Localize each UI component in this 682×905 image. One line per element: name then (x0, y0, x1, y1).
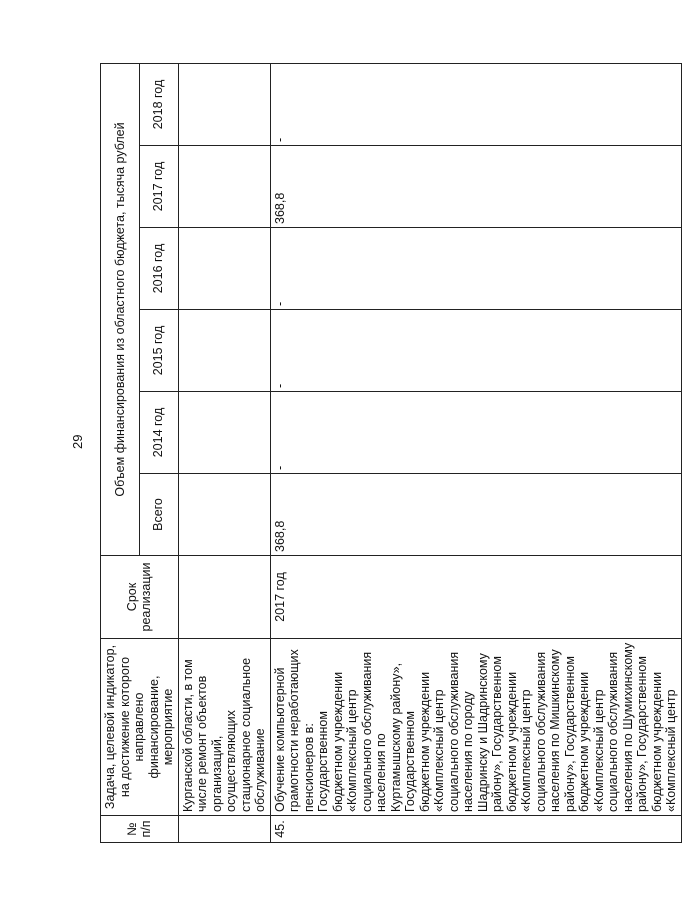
row-value-total (178, 474, 270, 556)
header-task: Задача, целевой индикатор, на достижение которого направлено финансирование, мероприятие (101, 639, 179, 816)
table-row (270, 64, 681, 843)
header-num: № п/п (101, 816, 179, 843)
rotated-table-wrapper (100, 63, 678, 843)
row-value-2017: 368,8 (270, 146, 681, 228)
row-value-2015: - (270, 310, 681, 392)
header-row-1 (101, 64, 140, 843)
header-year-2015: 2015 год (139, 310, 178, 392)
financing-table (100, 63, 682, 843)
row-value-2015 (178, 310, 270, 392)
header-term: Срок реализации (101, 556, 179, 639)
table-row (178, 64, 270, 843)
row-value-2018: - (270, 64, 681, 146)
header-year-2014: 2014 год (139, 392, 178, 474)
row-value-2014: - (270, 392, 681, 474)
row-num: 45. (270, 816, 681, 843)
row-value-total: 368,8 (270, 474, 681, 556)
row-value-2018 (178, 64, 270, 146)
row-term: 2017 год (270, 556, 681, 639)
header-funding-group: Объем финансирования из областного бюджета, тысяча рублей (101, 64, 140, 556)
header-year-2016: 2016 год (139, 228, 178, 310)
row-value-2016: - (270, 228, 681, 310)
row-task: Курганской области, в том числе ремонт объектов организаций, осуществляющих стационарное социальное обслуживание (178, 639, 270, 816)
row-value-2017 (178, 146, 270, 228)
header-year-total: Всего (139, 474, 178, 556)
header-year-2018: 2018 год (139, 64, 178, 146)
row-term (178, 556, 270, 639)
page-number: 29 (70, 434, 85, 449)
row-value-2016 (178, 228, 270, 310)
row-num (178, 816, 270, 843)
row-task: Обучение компьютерной грамотности неработающих пенсионеров в: Государственном бюджетном учреждении «Комплексный центр социального обслуживания населения по Куртамышскому району», Государственном бюджетном учреждении «Комплексный центр социального обслуживания населения по городу Шадринску и Шадринскому району», Государственном бюджетном учреждении «Комплексный центр социального обслуживания населения по Мишкинскому району», Государственном бюджетном учреждении «Комплексный центр социального обслуживания населения по Шумихинскому району», Государственном бюджетном учреждении «Комплексный центр (270, 639, 681, 816)
row-value-2014 (178, 392, 270, 474)
header-year-2017: 2017 год (139, 146, 178, 228)
